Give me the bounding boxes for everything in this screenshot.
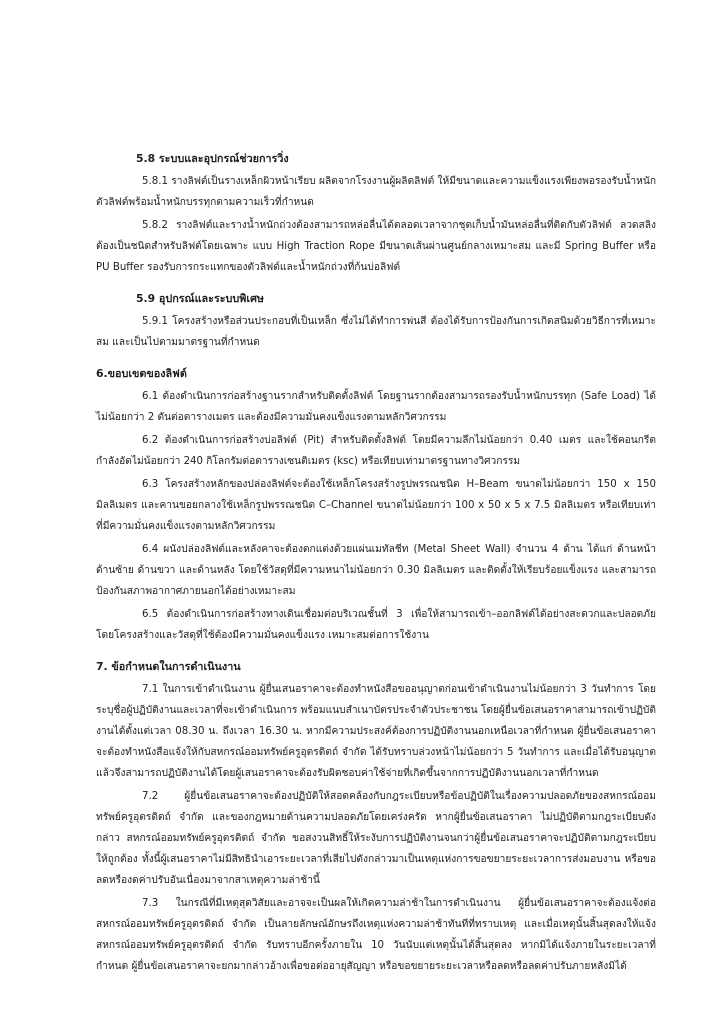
paragraph-6-4: 6.4 ผนังปล่องลิฟต์และหลังคาจะต้องตกแต่งด้วยแผ่นเมทัลชีท (Metal Sheet Wall) จำนวน 4 ด้าน ได้แก่ ด้านหน้า ด้านซ้าย ด้านขวา และด้านหลัง โดยใช้วัสดุที่มีความหนาไม่น้อยกว่า 0.30 มิลลิเมตร และติดตั้งให้เรียบร้อยแข็งแรง และสามารถป้องกันสภาพอากาศภายนอกได้อย่างเหมาะสม <box>96 544 656 597</box>
paragraph-6-5: 6.5 ต้องดำเนินการก่อสร้างทางเดินเชื่อมต่อบริเวณชั้นที่ 3 เพื่อให้สามารถเข้า–ออกลิฟต์ได้อย่างสะดวกและปลอดภัย โดยโครงสร้างและวัสดุที่ใช้ต้องมีความมั่นคงแข็งแรง เหมาะสมต่อการใช้งาน <box>96 609 656 641</box>
paragraph-7-3: 7.3 ในกรณีที่มีเหตุสุดวิสัยและอาจจะเป็นผลให้เกิดความล่าช้าในการดำเนินงาน ผู้ยื่นข้อเสนอราคาจะต้องแจ้งต่อสหกรณ์ออมทรัพย์ครูอุตรดิตถ์ จำกัด เป็นลายลักษณ์อักษรถึงเหตุแห่งความล่าช้าทันทีที่ทราบเหตุ และเมื่อเหตุนั้นสิ้นสุดลงให้แจ้งสหกรณ์ออมทรัพย์ครูอุตรดิตถ์ จำกัด รับทราบอีกครั้งภายใน 10 วันนับแต่เหตุนั้นได้สิ้นสุดลง หากมิได้แจ้งภายในระยะเวลาที่กำหนด ผู้ยื่นข้อเสนอราคาจะยกมากล่าวอ้างเพื่อขอต่ออายุสัญญา หรือขอขยายระยะเวลาหรือลดหรือลดค่าปรับภายหลังมิได้ <box>96 898 656 972</box>
paragraph-5-9-1: 5.9.1 โครงสร้างหรือส่วนประกอบที่เป็นเหล็ก ซึ่งไม่ได้ทำการพ่นสี ต้องได้รับการป้องกันการเกิดสนิมด้วยวิธีการที่เหมาะสม และเป็นไปตามมาตรฐานที่กำหนด <box>96 316 656 348</box>
paragraph-7-2: 7.2 ผู้ยื่นข้อเสนอราคาจะต้องปฏิบัติให้สอดคล้องกับกฎระเบียบหรือข้อปฏิบัติในเรื่องความปลอดภัยของสหกรณ์ออมทรัพย์ครูอุตรดิตถ์ จำกัด และของกฎหมายด้านความปลอดภัยโดยเคร่งครัด หากผู้ยื่นข้อเสนอราคา ไม่ปฏิบัติตามกฎระเบียบดังกล่าว สหกรณ์ออมทรัพย์ครูอุตรดิตถ์ จำกัด ขอสงวนสิทธิ์ให้ระงับการปฏิบัติงานจนกว่าผู้ยื่นข้อเสนอราคาจะปฏิบัติตามกฎระเบียบให้ถูกต้อง ทั้งนี้ผู้เสนอราคาไม่มีสิทธินำเอาระยะเวลาที่เสียไปดังกล่าวมาเป็นเหตุแห่งการขอขยายระยะเวลาการส่งมอบงาน หรือขอลดหรืองดค่าปรับอันเนื่องมาจากสาเหตุความล่าช้านี้ <box>96 791 656 886</box>
section-5-9-heading: 5.9 อุปกรณ์และระบบพิเศษ <box>136 292 265 305</box>
paragraph-6-3: 6.3 โครงสร้างหลักของปล่องลิฟต์จะต้องใช้เหล็กโครงสร้างรูปพรรณชนิด H–Beam ขนาดไม่น้อยกว่า 150 x 150 มิลลิเมตร และคานขอยกลางใช้เหล็กรูปพรรณชนิด C–Channel ขนาดไม่น้อยกว่า 100 x 50 x 5 x 7.5 มิลลิเมตร หรือเทียบเท่าที่มีความมั่นคงแข็งแรงตามหลักวิศวกรรม <box>96 479 656 532</box>
paragraph-5-8-2: 5.8.2 รางลิฟต์และรางน้ำหนักถ่วงต้องสามารถหล่อลื่นได้ตลอดเวลาจากชุดเก็บน้ำมันหล่อลื่นที่ติดกับตัวลิฟต์ ลวดสลิงต้องเป็นชนิดสำหรับลิฟต์โดยเฉพาะ แบบ High Traction Rope มีขนาดเส้นผ่านศูนย์กลางเหมาะสม และมี Spring Buffer หรือ PU Buffer รองรับการกระแทกของตัวลิฟต์และน้ำหนักถ่วงที่ก้นบ่อลิฟต์ <box>96 220 656 273</box>
paragraph-6-1: 6.1 ต้องดำเนินการก่อสร้างฐานรากสำหรับติดตั้งลิฟต์ โดยฐานรากต้องสามารถรองรับน้ำหนักบรรทุก (Safe Load) ได้ไม่น้อยกว่า 2 ตันต่อตารางเมตร และต้องมีความมั่นคงแข็งแรงตามหลักวิศวกรรม <box>96 391 656 423</box>
paragraph-5-8-1: 5.8.1 รางลิฟต์เป็นรางเหล็กผิวหน้าเรียบ ผลิตจากโรงงานผู้ผลิตลิฟต์ ให้มีขนาดและความแข็งแรงเพียงพอรองรับน้ำหนักตัวลิฟต์พร้อมน้ำหนักบรรทุกตามความเร็วที่กำหนด <box>96 176 656 208</box>
paragraph-6-2: 6.2 ต้องดำเนินการก่อสร้างบ่อลิฟต์ (Pit) สำหรับติดตั้งลิฟต์ โดยมีความลึกไม่น้อยกว่า 0.40 เมตร และใช้คอนกรีตกำลังอัดไม่น้อยกว่า 240 กิโลกรัมต่อตารางเซนติเมตร (ksc) หรือเทียบเท่ามาตรฐานทางวิศวกรรม <box>96 435 656 467</box>
section-6-heading: 6.ขอบเขตของลิฟต์ <box>96 367 187 380</box>
section-7-heading: 7. ข้อกำหนดในการดำเนินงาน <box>96 660 241 673</box>
paragraph-7-1: 7.1 ในการเข้าดำเนินงาน ผู้ยื่นเสนอราคาจะต้องทำหนังสือขออนุญาตก่อนเข้าดำเนินงานไม่น้อยกว่า 3 วันทำการ โดยระบุชื่อผู้ปฏิบัติงานและเวลาที่จะเข้าดำเนินการ พร้อมแนบสำเนาบัตรประจำตัวประชาชน โดยผู้ยื่นข้อเสนอราคาสามารถเข้าปฏิบัติงานได้ตั้งแต่เวลา 08.30 น. ถึงเวลา 16.30 น. หากมีความประสงค์ต้องการปฏิบัติงานนอกเหนือเวลาที่กำหนด ผู้ยื่นข้อเสนอราคาจะต้องทำหนังสือแจ้งให้กับสหกรณ์ออมทรัพย์ครูอุตรดิตถ์ จำกัด ได้รับทราบล่วงหน้าไม่น้อยกว่า 5 วันทำการ และเมื่อได้รับอนุญาตแล้วจึงสามารถปฏิบัติงานได้โดยผู้เสนอราคาจะต้องรับผิดชอบค่าใช้จ่ายที่เกิดขึ้นจากการปฏิบัติงานนอกเวลาที่กำหนด <box>96 684 656 779</box>
section-5-8-heading: 5.8 ระบบและอุปกรณ์ช่วยการวิ่ง <box>136 152 289 165</box>
